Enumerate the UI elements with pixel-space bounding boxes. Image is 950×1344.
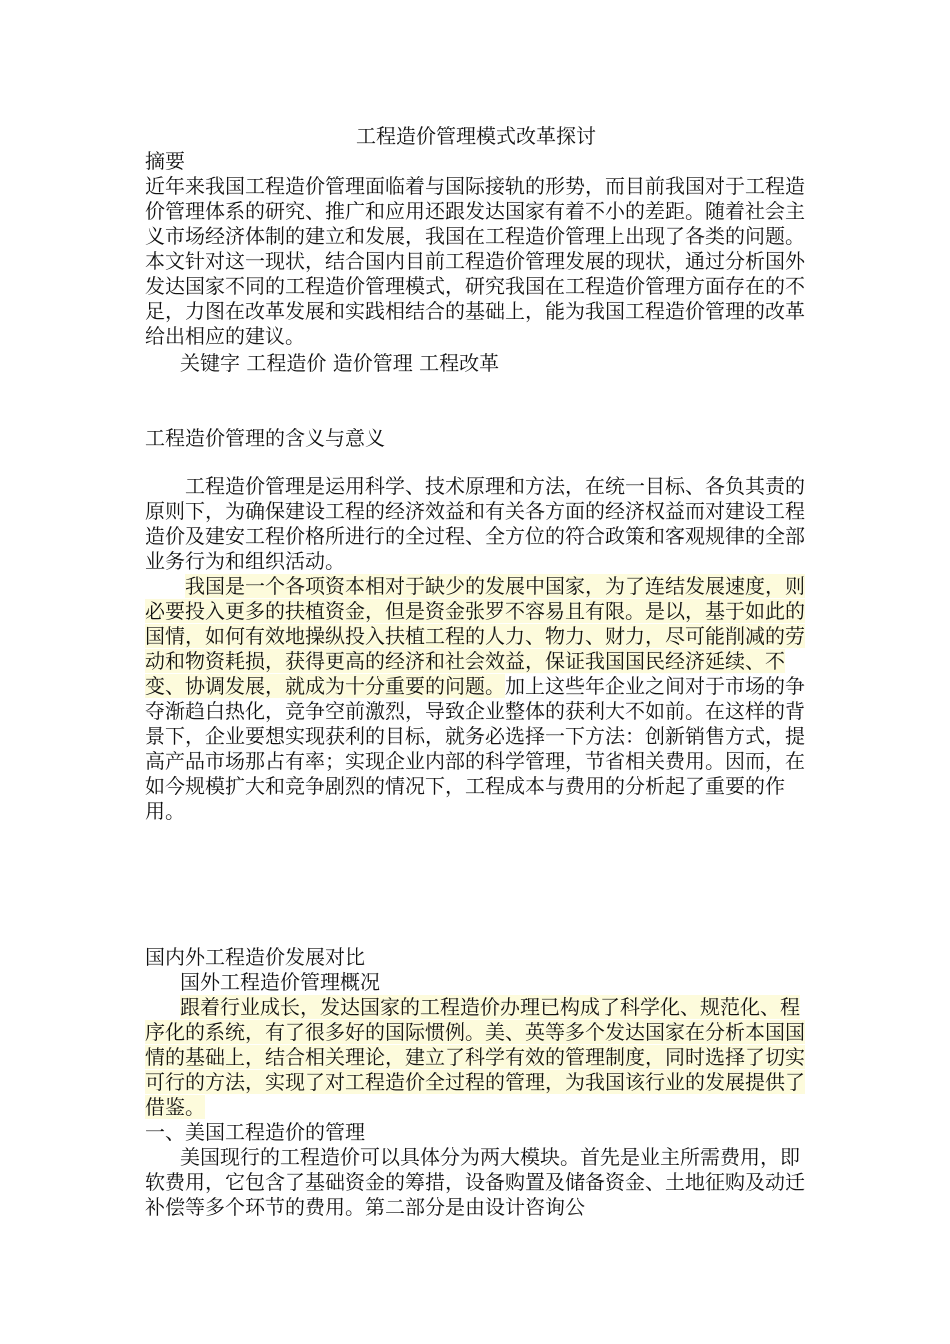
section2-heading: 国内外工程造价发展对比 <box>145 945 365 969</box>
highlighted-text: 跟着行业成长，发达国家的工程造价办理已构成了科学化、规范化、程序化的系统，有了很多好的国际惯例。美、英等多个发达国家在分析本国国情的基础上，结合相关理论，建立了科学有效的管理制度，同时选择了切实可行的方法，实现了对工程造价全过程的管理，为我国该行业的发展提供了借鉴。 <box>145 995 805 1119</box>
section1-heading: 工程造价管理的含义与意义 <box>145 426 385 450</box>
section2-paragraph-2: 美国现行的工程造价可以具体分为两大模块。首先是业主所需费用，即软费用，它包含了基础资金的筹措，设备购置及储备资金、土地征购及动迁补偿等多个环节的费用。第二部分是由设计咨询公 <box>145 1145 805 1219</box>
section1-body <box>145 474 807 824</box>
highlighted-text: 我国是一个各项资本相对于缺少的发展中国家，为了连结发展速度，则必要投入更多的扶植资金，但是资金张罗不容易且有限。是以，基于如此的国情，如何有效地操纵投入扶植工程的人力、物力、财力，尽可能削减的劳动和物资耗损，获得更高的经济和社会效益，保证我国国民经济延续、不变、协调发展，就成为十分重要的问题。 <box>145 574 805 698</box>
section2-body <box>145 970 807 1220</box>
section2-subheading: 国外工程造价管理概况 <box>180 970 380 994</box>
section2-heading-3: 一、美国工程造价的管理 <box>145 1120 365 1144</box>
abstract-section <box>145 149 807 376</box>
section1-paragraph-2 <box>145 574 807 824</box>
keywords-line: 关键字 工程造价 造价管理 工程改革 <box>180 351 500 375</box>
section2-paragraph-1 <box>145 995 807 1120</box>
document-title: 工程造价管理模式改革探讨 <box>356 124 596 148</box>
abstract-text: 近年来我国工程造价管理面临着与国际接轨的形势，而目前我国对于工程造价管理体系的研究、推广和应用还跟发达国家有着不小的差距。随着社会主义市场经济体制的建立和发展，我国在工程造价管理上出现了各类的问题。本文针对这一现状，结合国内目前工程造价管理发展的现状，通过分析国外发达国家不同的工程造价管理模式，研究我国在工程造价管理方面存在的不足，力图在改革发展和实践相结合的基础上，能为我国工程造价管理的改革给出相应的建议。 <box>145 174 805 348</box>
abstract-label: 摘要 <box>145 149 185 173</box>
section1-paragraph-1: 工程造价管理是运用科学、技术原理和方法，在统一目标、各负其责的原则下，为确保建设工程的经济效益和有关各方面的经济权益而对建设工程造价及建安工程价格所进行的全过程、全方位的符合政策和客观规律的全部业务行为和组织活动。 <box>145 474 805 573</box>
paragraph-text: 加上这些年企业之间对于市场的争夺渐趋白热化，竞争空前激烈，导致企业整体的获利大不如前。在这样的背景下，企业要想实现获利的目标，就务必选择一下方法：创新销售方式，提高产品市场那占有率；实现企业内部的科学管理，节省相关费用。因而，在如今规模扩大和竞争剧烈的情况下，工程成本与费用的分析起了重要的作用。 <box>145 674 805 823</box>
